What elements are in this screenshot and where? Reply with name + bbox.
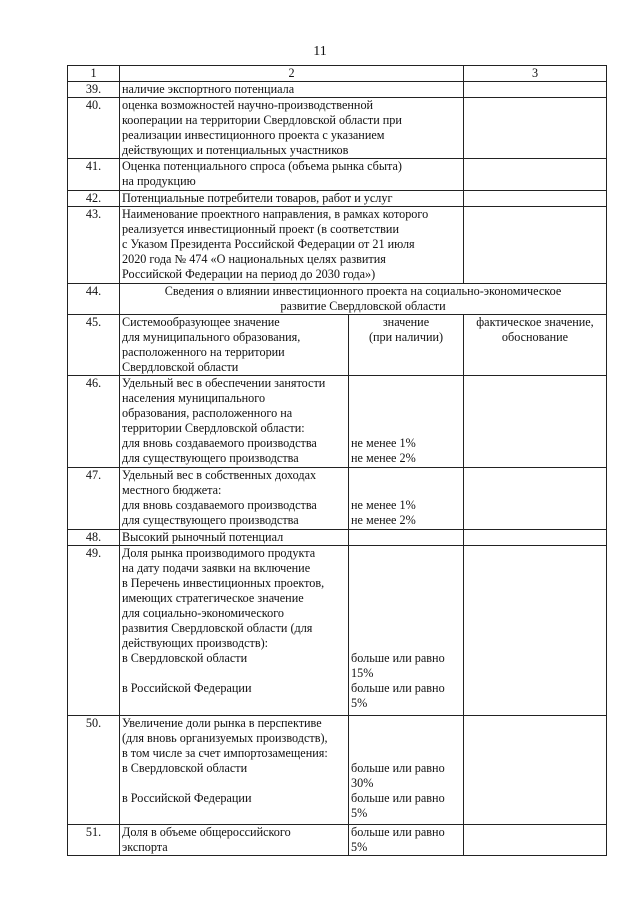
- row-text: Доля в объеме общероссийского экспорта: [120, 825, 349, 856]
- row-text: Увеличение доли рынка в перспективе (для вновь организуемых производств), в том числе за счет импортозамещения: в Свердловской области в Российской Федерации: [120, 716, 349, 825]
- section-heading: Сведения о влиянии инвестиционного проекта на социально-экономическое развитие Свердловской области: [120, 284, 607, 315]
- row-text: Оценка потенциального спроса (объема рынка сбыта) на продукцию: [120, 159, 464, 191]
- row-fact-empty: [464, 716, 607, 825]
- row-text: Наименование проектного направления, в рамках которого реализуется инвестиционный проект (в соответствии с Указом Президента Российской Федерации от 21 июля 2020 года № 474 «О национальных целях развития Российской Федерации на период до 2030 года»): [120, 207, 464, 284]
- table-row: [68, 207, 607, 284]
- row-text: Доля рынка производимого продукта на дату подачи заявки на включение в Перечень инвестиционных проектов, имеющих стратегическое значение для социально-экономического развития Свердловской области (для действующих производств): в Свердловской области в Российской Федерации: [120, 546, 349, 716]
- row-text: оценка возможностей научно-производственной кооперации на территории Свердловской области при реализации инвестиционного проекта с указанием действующих и потенциальных участников: [120, 98, 464, 159]
- row-text: наличие экспортного потенциала: [120, 82, 464, 98]
- row-text: Системообразующее значение для муниципального образования, расположенного на территории Свердловской области: [120, 315, 349, 376]
- row-number: 40.: [68, 98, 120, 159]
- row-value: больше или равно 30% больше или равно 5%: [349, 716, 464, 825]
- row-value: больше или равно 15% больше или равно 5%: [349, 546, 464, 716]
- table-row: [68, 98, 607, 159]
- row-text: Удельный вес в обеспечении занятости населения муниципального образования, расположенного на территории Свердловской области: для вновь создаваемого производства для существующего производства: [120, 376, 349, 468]
- row-value-header: значение (при наличии): [349, 315, 464, 376]
- row-value: больше или равно 5%: [349, 825, 464, 856]
- table-row: [68, 825, 607, 856]
- row-value: не менее 1% не менее 2%: [349, 468, 464, 530]
- row-number: 51.: [68, 825, 120, 856]
- table-row: [68, 716, 607, 825]
- row-value-empty: [464, 191, 607, 207]
- row-value-empty: [464, 207, 607, 284]
- table-header-row: [68, 66, 607, 82]
- row-fact-empty: [464, 376, 607, 468]
- table-row: [68, 376, 607, 468]
- table-row: [68, 191, 607, 207]
- page-number: 11: [313, 44, 327, 59]
- row-fact-empty: [464, 546, 607, 716]
- row-value-empty: [464, 82, 607, 98]
- document-table: [67, 65, 607, 856]
- row-text: Потенциальные потребители товаров, работ и услуг: [120, 191, 464, 207]
- row-number: 44.: [68, 284, 120, 315]
- row-number: 43.: [68, 207, 120, 284]
- row-fact-empty: [464, 468, 607, 530]
- row-value-empty: [464, 159, 607, 191]
- table-row: [68, 82, 607, 98]
- table-row: [68, 159, 607, 191]
- row-number: 47.: [68, 468, 120, 530]
- row-value-empty: [349, 530, 464, 546]
- row-number: 46.: [68, 376, 120, 468]
- row-number: 39.: [68, 82, 120, 98]
- row-fact-header: фактическое значение, обоснование: [464, 315, 607, 376]
- header-col-1: 1: [68, 66, 120, 82]
- table-row: [68, 468, 607, 530]
- row-number: 42.: [68, 191, 120, 207]
- row-number: 45.: [68, 315, 120, 376]
- row-value-empty: [464, 98, 607, 159]
- table-row-section: [68, 284, 607, 315]
- header-col-2: 2: [120, 66, 464, 82]
- row-number: 41.: [68, 159, 120, 191]
- table-row: [68, 530, 607, 546]
- row-value: не менее 1% не менее 2%: [349, 376, 464, 468]
- row-number: 49.: [68, 546, 120, 716]
- table-row: [68, 315, 607, 376]
- row-number: 48.: [68, 530, 120, 546]
- row-text: Удельный вес в собственных доходах местного бюджета: для вновь создаваемого производства для существующего производства: [120, 468, 349, 530]
- row-fact-empty: [464, 825, 607, 856]
- table-row: [68, 546, 607, 716]
- header-col-3: 3: [464, 66, 607, 82]
- row-fact-empty: [464, 530, 607, 546]
- row-text: Высокий рыночный потенциал: [120, 530, 349, 546]
- row-number: 50.: [68, 716, 120, 825]
